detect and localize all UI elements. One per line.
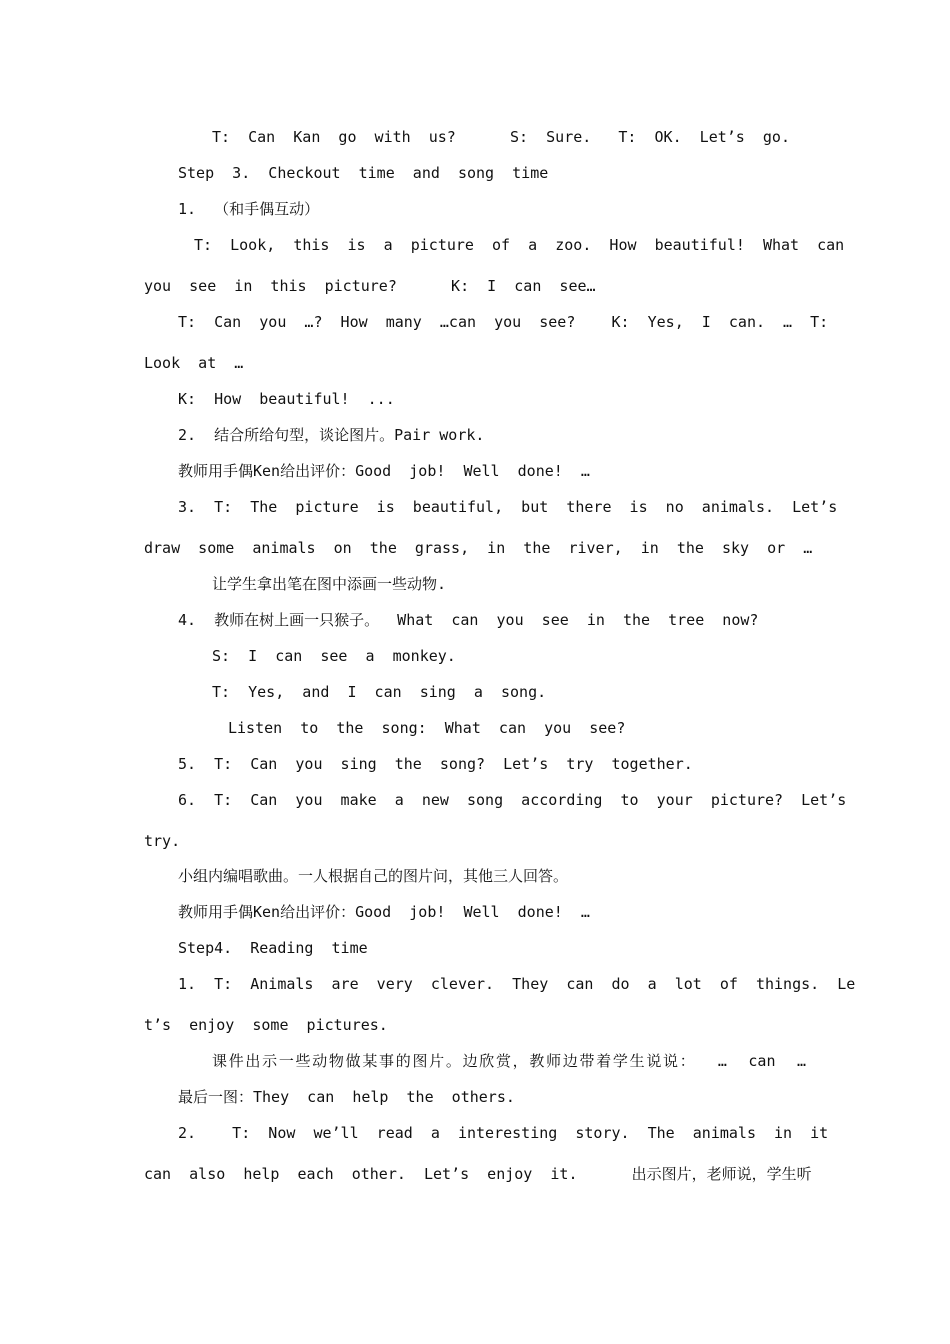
text-line-14: 4. 教师在树上画一只猴子。 What can you see in the tree now?	[178, 611, 759, 629]
text-line-12: draw some animals on the grass, in the river, in the sky or …	[144, 539, 813, 557]
text-line-29: can also help each other. Let’s enjoy it. 出示图片，老师说，学生听	[144, 1165, 812, 1183]
text-line-26: 课件出示一些动物做某事的图片。边欣赏，教师边带着学生说说： … can …	[212, 1052, 806, 1070]
text-line-8: K: How beautiful! ...	[178, 390, 395, 408]
text-line-13: 让学生拿出笔在图中添画一些动物.	[212, 575, 447, 593]
text-line-16: T: Yes, and I can sing a song.	[212, 683, 547, 701]
text-line-19: 6. T: Can you make a new song according to your picture? Let’s	[178, 791, 847, 809]
text-line-9: 2. 结合所给句型，谈论图片。Pair work.	[178, 426, 485, 444]
text-line-6: T: Can you …? How many …can you see? K: Yes, I can. … T:	[178, 313, 829, 331]
text-line-5: you see in this picture? K: I can see…	[144, 277, 596, 295]
text-line-28: 2. T: Now we’ll read a interesting story. The animals in it	[178, 1124, 829, 1142]
text-line-21: 小组内编唱歌曲。一人根据自己的图片问，其他三人回答。	[178, 867, 569, 885]
text-line-17: Listen to the song: What can you see?	[228, 719, 626, 737]
text-line-25: t’s enjoy some pictures.	[144, 1016, 388, 1034]
step3-heading: Step 3. Checkout time and song time	[178, 164, 549, 182]
text-line-4: T: Look, this is a picture of a zoo. How beautiful! What can	[194, 236, 845, 254]
text-line-20: try.	[144, 832, 181, 850]
text-line-22: 教师用手偶Ken给出评价：Good job! Well done! …	[178, 903, 590, 921]
text-line-15: S: I can see a monkey.	[212, 647, 456, 665]
text-line-18: 5. T: Can you sing the song? Let’s try together.	[178, 755, 693, 773]
text-line-7: Look at …	[144, 354, 244, 372]
text-line-1: T: Can Kan go with us? S: Sure. T: OK. Let’s go.	[212, 128, 790, 146]
text-line-11: 3. T: The picture is beautiful, but there is no animals. Let’s	[178, 498, 838, 516]
text-line-3: 1. （和手偶互动）	[178, 200, 320, 218]
text-line-24: 1. T: Animals are very clever. They can do a lot of things. Le	[178, 975, 856, 993]
text-line-27: 最后一图：They can help the others.	[178, 1088, 515, 1106]
step4-heading: Step4. Reading time	[178, 939, 368, 957]
text-line-10: 教师用手偶Ken给出评价：Good job! Well done! …	[178, 462, 590, 480]
